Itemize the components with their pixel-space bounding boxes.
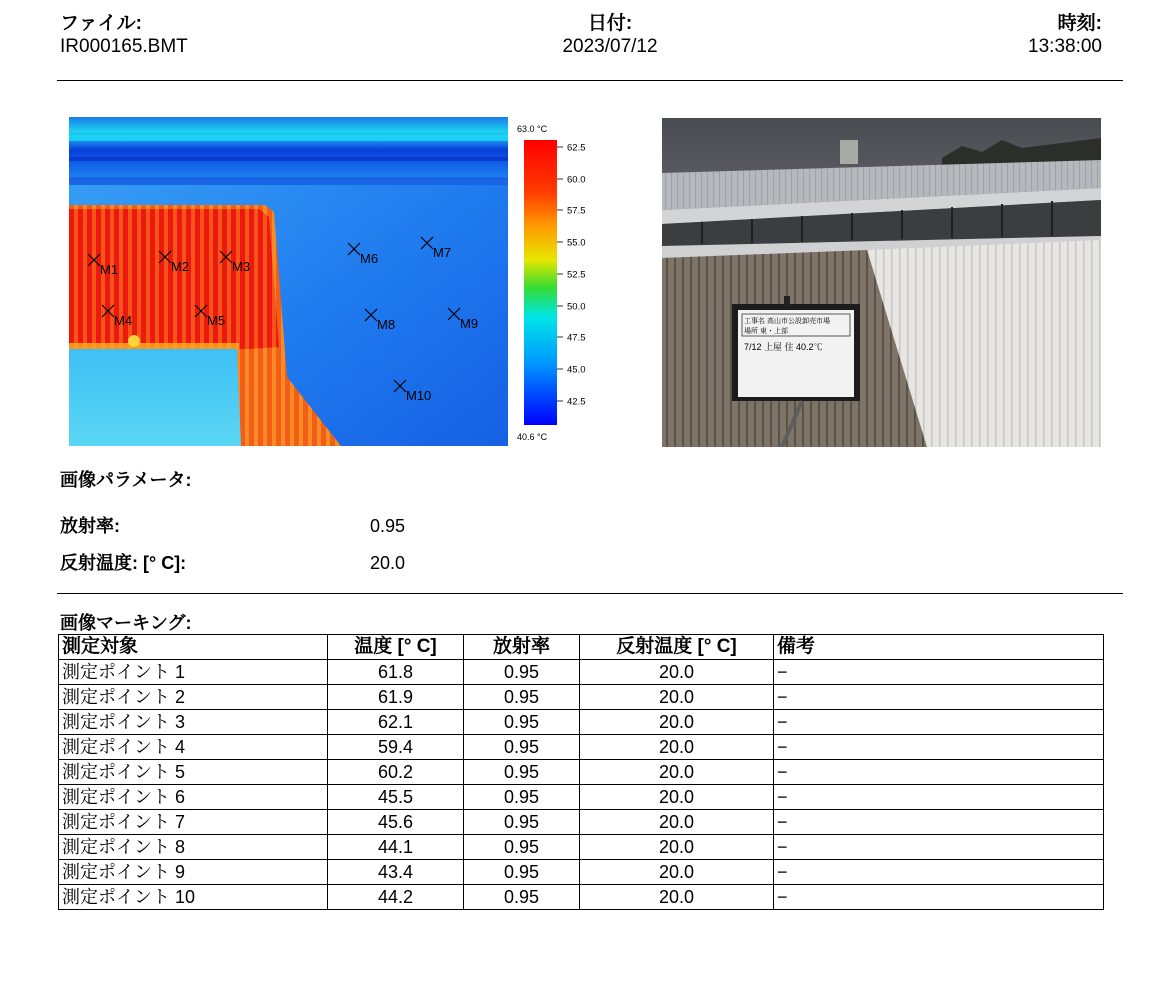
cell-emissivity: 0.95 (464, 735, 580, 760)
marking-table (58, 634, 1104, 910)
thermal-marker-label: M5 (207, 313, 226, 328)
cell-target: 測定ポイント 10 (59, 885, 328, 910)
cell-remarks: − (774, 785, 1104, 810)
cell-reflected-temp: 20.0 (580, 660, 774, 685)
reflected-temp-value: 20.0 (370, 553, 406, 573)
param-reflected-temp (60, 549, 405, 575)
col-header-emissivity: 放射率 (464, 635, 580, 660)
board-line1: 工事名 高山市公設卸売市場 (744, 318, 830, 325)
thermal-marker-label: M8 (377, 317, 396, 332)
thermal-colorbar (513, 118, 603, 448)
cell-temperature: 60.2 (328, 760, 464, 785)
cell-reflected-temp: 20.0 (580, 810, 774, 835)
cell-emissivity: 0.95 (464, 885, 580, 910)
cell-temperature: 43.4 (328, 860, 464, 885)
emissivity-label: 放射率: (60, 516, 120, 536)
cell-reflected-temp: 20.0 (580, 685, 774, 710)
cell-reflected-temp: 20.0 (580, 735, 774, 760)
reflected-temp-label: 反射温度: [° C]: (60, 553, 187, 573)
colorbar-tick-label: 62.5 (567, 142, 586, 154)
cell-target: 測定ポイント 4 (59, 735, 328, 760)
cell-target: 測定ポイント 1 (59, 660, 328, 685)
cell-reflected-temp: 20.0 (580, 760, 774, 785)
thermal-marker-label: M3 (232, 259, 251, 274)
cell-remarks: − (774, 660, 1104, 685)
table-row (59, 835, 1104, 860)
cell-emissivity: 0.95 (464, 710, 580, 735)
emissivity-value: 0.95 (370, 516, 406, 536)
header-time (1028, 12, 1102, 58)
colorbar-tick-label: 50.0 (567, 301, 586, 313)
thermal-marker-label: M2 (171, 259, 190, 274)
colorbar-tick-label: 42.5 (567, 396, 586, 408)
thermal-image (69, 117, 508, 446)
cell-emissivity: 0.95 (464, 810, 580, 835)
cell-temperature: 62.1 (328, 710, 464, 735)
col-header-remarks: 備考 (774, 635, 1104, 660)
cell-temperature: 61.9 (328, 685, 464, 710)
colorbar-tick-label: 45.0 (567, 364, 586, 376)
cell-remarks: − (774, 685, 1104, 710)
cell-target: 測定ポイント 2 (59, 685, 328, 710)
cell-remarks: − (774, 860, 1104, 885)
time-label: 時刻: (1057, 13, 1102, 34)
colorbar-tick-label: 55.0 (567, 237, 586, 249)
cell-remarks: − (774, 810, 1104, 835)
col-header-reflected-temp: 反射温度 [° C] (580, 635, 774, 660)
table-row (59, 735, 1104, 760)
table-row (59, 860, 1104, 885)
thermal-image-svg (69, 117, 508, 446)
colorbar-tick-label: 60.0 (567, 174, 586, 186)
colorbar-svg (513, 118, 603, 448)
visible-photo (662, 118, 1101, 447)
cell-target: 測定ポイント 3 (59, 710, 328, 735)
col-header-temperature: 温度 [° C] (328, 635, 464, 660)
cell-remarks: − (774, 885, 1104, 910)
header-date (520, 12, 700, 58)
colorbar-min-label: 40.6 °C (517, 432, 548, 442)
cell-remarks: − (774, 735, 1104, 760)
table-row (59, 710, 1104, 735)
cell-emissivity: 0.95 (464, 860, 580, 885)
cell-temperature: 61.8 (328, 660, 464, 685)
cell-emissivity: 0.95 (464, 835, 580, 860)
table-row (59, 760, 1104, 785)
cell-reflected-temp: 20.0 (580, 860, 774, 885)
image-marking-title: 画像マーキング: (60, 613, 192, 633)
cell-reflected-temp: 20.0 (580, 885, 774, 910)
cell-emissivity: 0.95 (464, 685, 580, 710)
marking-table-header (59, 635, 1104, 660)
colorbar-tick-label: 47.5 (567, 332, 586, 344)
cell-emissivity: 0.95 (464, 760, 580, 785)
cell-reflected-temp: 20.0 (580, 785, 774, 810)
cell-remarks: − (774, 760, 1104, 785)
header-divider (57, 80, 1123, 81)
board-line3: 7/12 上屋 住 40.2℃ (744, 342, 823, 352)
colorbar-tick-label: 57.5 (567, 205, 586, 217)
cell-emissivity: 0.95 (464, 660, 580, 685)
cell-remarks: − (774, 710, 1104, 735)
cell-temperature: 44.2 (328, 885, 464, 910)
thermal-marker-label: M7 (433, 245, 452, 260)
image-params-title: 画像パラメータ: (60, 470, 192, 490)
cell-target: 測定ポイント 7 (59, 810, 328, 835)
photo-svg (662, 118, 1101, 447)
table-row (59, 885, 1104, 910)
file-value: IR000165.BMT (60, 36, 188, 57)
cell-remarks: − (774, 835, 1104, 860)
section-divider (57, 593, 1123, 594)
thermal-marker-label: M6 (360, 251, 379, 266)
cell-reflected-temp: 20.0 (580, 710, 774, 735)
board-line2: 場所 東・上部 (744, 328, 788, 335)
thermal-marker-label: M1 (100, 262, 119, 277)
header-file (60, 12, 188, 58)
colorbar-tick-label: 52.5 (567, 269, 586, 281)
thermal-marker-label: M4 (114, 313, 133, 328)
date-value: 2023/07/12 (562, 36, 658, 57)
table-row (59, 810, 1104, 835)
col-header-target: 測定対象 (59, 635, 328, 660)
param-emissivity (60, 512, 405, 538)
cell-target: 測定ポイント 5 (59, 760, 328, 785)
cell-temperature: 45.6 (328, 810, 464, 835)
thermal-marker-label: M9 (460, 316, 479, 331)
cell-target: 測定ポイント 6 (59, 785, 328, 810)
table-row (59, 785, 1104, 810)
cell-temperature: 44.1 (328, 835, 464, 860)
cell-reflected-temp: 20.0 (580, 835, 774, 860)
time-value: 13:38:00 (1028, 36, 1102, 57)
date-label: 日付: (587, 13, 633, 34)
cell-temperature: 59.4 (328, 735, 464, 760)
cell-target: 測定ポイント 8 (59, 835, 328, 860)
cell-temperature: 45.5 (328, 785, 464, 810)
thermal-marker-label: M10 (406, 388, 432, 403)
file-label: ファイル: (60, 13, 142, 34)
table-row (59, 685, 1104, 710)
cell-emissivity: 0.95 (464, 785, 580, 810)
cell-target: 測定ポイント 9 (59, 860, 328, 885)
table-row (59, 660, 1104, 685)
colorbar-max-label: 63.0 °C (517, 124, 548, 134)
